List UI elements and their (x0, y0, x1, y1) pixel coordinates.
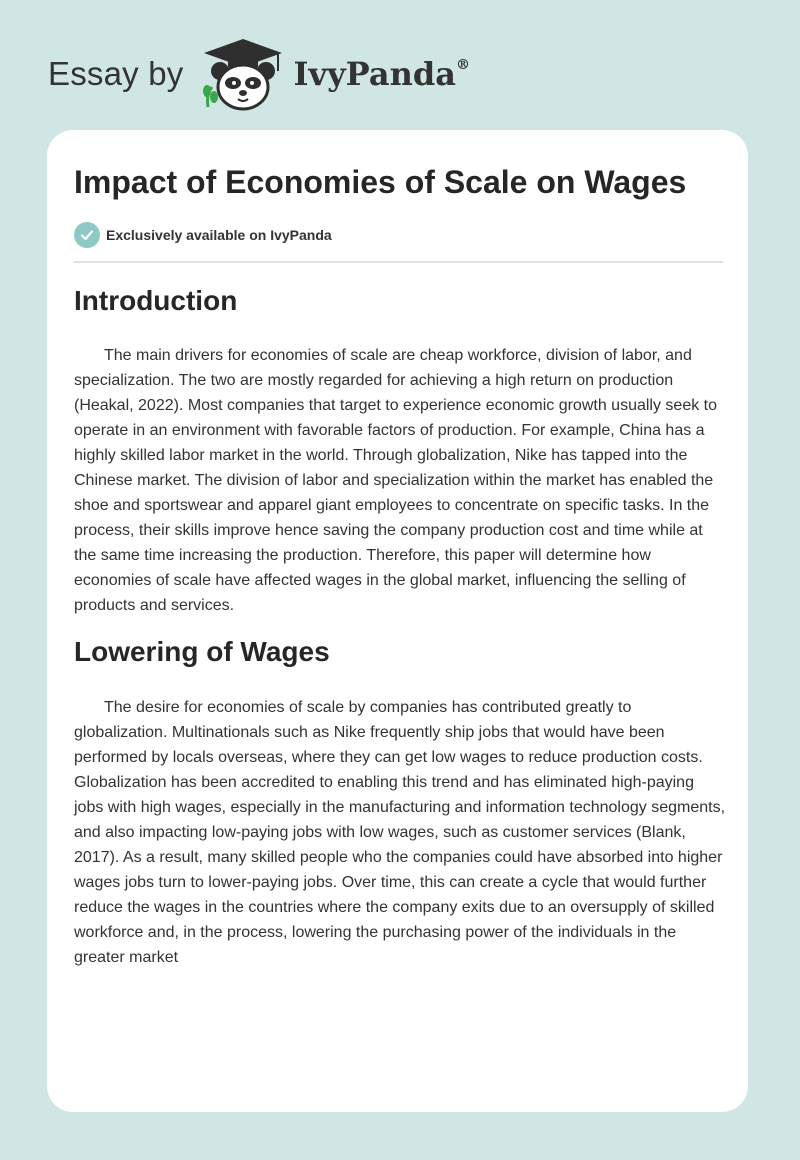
brand-prefix: Essay by (48, 55, 184, 92)
section-body-lowering-of-wages: The desire for economies of scale by companies has contributed greatly to globalization. Multinationals such as Nike frequently ship jobs that would have been performed by locals overseas, where they can get low wages to reduce production costs. Globalization has been accredited to enabling this trend and has eliminated high-paying jobs with high wages, especially in the manufacturing and information technology segments, and also impacting low-paying jobs with low wages, such as customer services (Blank, 2017). As a result, many skilled people who the companies could have absorbed into higher wages jobs turn to lower-paying jobs. Over time, this can create a cycle that would further reduce the wages in the countries where the company exits due to an oversupply of skilled workforce and, in the process, lowering the purchasing power of the individuals in the greater market (74, 699, 726, 966)
page-title: Impact of Economies of Scale on Wages (74, 164, 687, 200)
essay-card (47, 130, 748, 1112)
badge-text: Exclusively available on IvyPanda (106, 227, 332, 243)
brand-header (48, 34, 470, 114)
section-heading-lowering-of-wages: Lowering of Wages (74, 636, 330, 667)
check-circle-icon (74, 222, 100, 248)
section-body-introduction: The main drivers for economies of scale are cheap workforce, division of labor, and specialization. The two are mostly regarded for achieving a high return on production (Heakal, 2022). Most companies that target to experience economic growth usually seek to operate in an environment with favorable factors of production. For example, China has a highly skilled labor market in the world. Through globalization, Nike has tapped into the Chinese market. The division of labor and specialization within the market has enabled the shoe and sportswear and apparel giant employees to concentrate on specific tasks. In the process, their skills improve hence saving the company production cost and time while at the same time increasing the production. Therefore, this paper will determine how economies of scale have affected wages in the global market, influencing the selling of products and services. (74, 347, 717, 614)
exclusive-badge (74, 222, 332, 248)
section-heading-introduction: Introduction (74, 285, 238, 316)
brand-name[interactable]: IvyPanda® (293, 55, 470, 93)
divider (74, 261, 723, 263)
panda-graduate-icon[interactable] (198, 37, 288, 111)
